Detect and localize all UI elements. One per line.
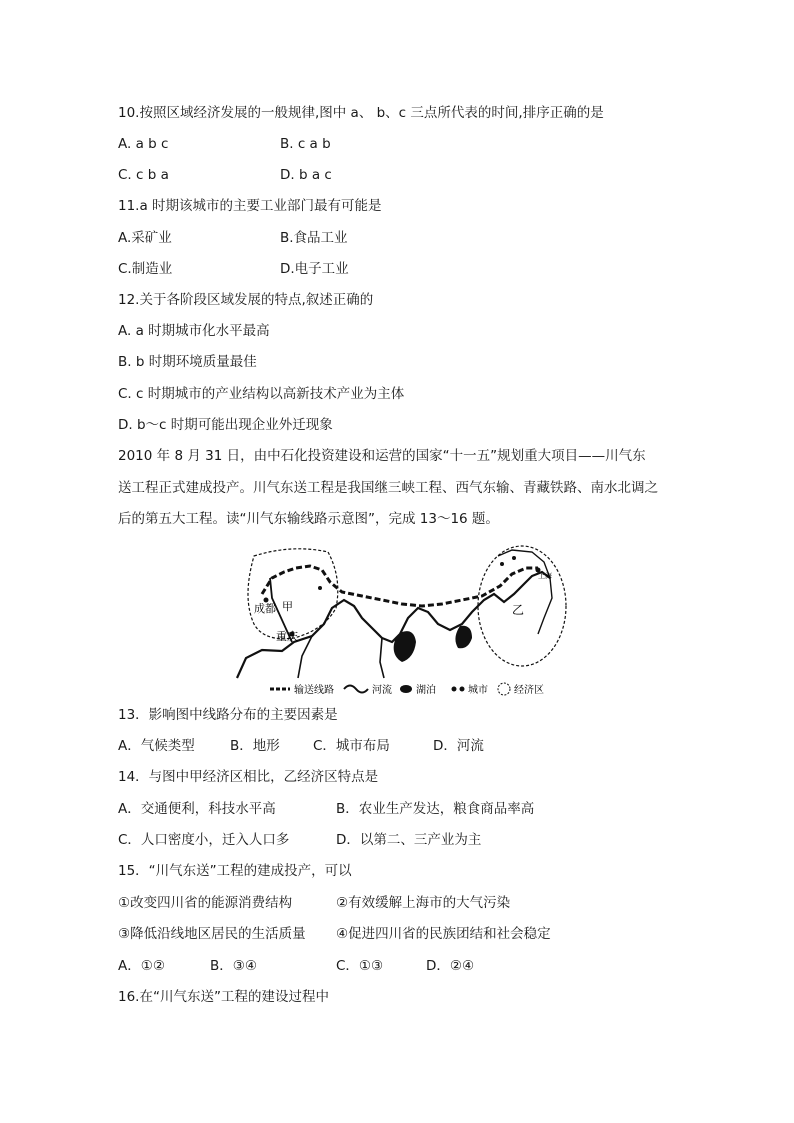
pipeline-route-map xyxy=(232,538,567,700)
q14-option-c: C．人口密度小，迁入人口多 xyxy=(118,832,290,848)
legend-lake: 湖泊 xyxy=(416,685,436,696)
q11-option-c: C.制造业 xyxy=(118,261,173,277)
q13-stem: 13．影响图中线路分布的主要因素是 xyxy=(118,707,338,723)
label-shanghai: 上海 xyxy=(538,572,552,580)
q11-option-b: B.食品工业 xyxy=(280,230,348,246)
q10-option-b: B. c a b xyxy=(280,136,331,152)
legend-econ-zone-swatch xyxy=(498,683,510,695)
q15-statement-3: ③降低沿线地区居民的生活质量 xyxy=(118,926,306,942)
q10-stem: 10.按照区域经济发展的一般规律,图中 a、 b、c 三点所代表的时间,排序正确的是 xyxy=(118,105,604,121)
map-figure xyxy=(232,538,567,700)
q10-option-a: A. a b c xyxy=(118,136,169,152)
q11-option-d: D.电子工业 xyxy=(280,261,349,277)
legend-river: 河流 xyxy=(372,685,392,696)
q15-statement-4: ④促进四川省的民族团结和社会稳定 xyxy=(336,926,551,942)
q11-option-a: A.采矿业 xyxy=(118,230,172,246)
q15-stem: 15．“川气东送”工程的建成投产，可以 xyxy=(118,863,352,879)
q10-option-c: C. c b a xyxy=(118,167,169,183)
map-legend xyxy=(270,683,544,696)
q15-option-b: B．③④ xyxy=(210,958,257,974)
q14-option-b: B．农业生产发达，粮食商品率高 xyxy=(336,801,535,817)
legend-econ-zone: 经济区 xyxy=(514,685,544,696)
q15-option-d: D．②④ xyxy=(426,958,475,974)
legend-lake-swatch xyxy=(400,685,412,693)
q13-option-d: D．河流 xyxy=(433,738,484,754)
label-yi: 乙 xyxy=(512,603,525,617)
q12-stem: 12.关于各阶段区域发展的特点,叙述正确的 xyxy=(118,292,374,308)
label-chongqing: 重庆 xyxy=(276,630,298,643)
city-dot xyxy=(318,586,322,590)
legend-pipeline: 输送线路 xyxy=(294,685,334,696)
legend-river-swatch xyxy=(344,686,368,693)
q15-option-a: A．①② xyxy=(118,958,165,974)
q12-option-a: A. a 时期城市化水平最高 xyxy=(118,323,270,339)
q14-option-a: A．交通便利，科技水平高 xyxy=(118,801,276,817)
q13-option-a: A．气候类型 xyxy=(118,738,195,754)
econ-zone-jia xyxy=(248,549,338,639)
q13-option-c: C．城市布局 xyxy=(313,738,390,754)
river-branch-3 xyxy=(380,638,384,678)
q13-option-b: B．地形 xyxy=(230,738,280,754)
q15-statement-2: ②有效缓解上海市的大气污染 xyxy=(336,895,511,911)
passage-line-3: 后的第五大工程。读“川气东输线路示意图”，完成 13～16 题。 xyxy=(118,511,499,527)
q10-option-d: D. b a c xyxy=(280,167,332,183)
q15-option-c: C．①③ xyxy=(336,958,384,974)
lake-2 xyxy=(455,626,472,649)
city-dot xyxy=(500,562,504,566)
label-jia: 甲 xyxy=(282,600,293,613)
q12-option-c: C. c 时期城市的产业结构以高新技术产业为主体 xyxy=(118,386,405,402)
legend-city-swatch xyxy=(452,687,457,692)
coastline xyxy=(498,550,552,634)
legend-city-swatch xyxy=(460,687,465,692)
pipeline-route xyxy=(262,566,538,606)
q16-stem: 16.在“川气东送”工程的建设过程中 xyxy=(118,989,329,1005)
legend-city: 城市 xyxy=(468,685,488,696)
q12-option-d: D. b～c 时期可能出现企业外迁现象 xyxy=(118,417,333,433)
q12-option-b: B. b 时期环境质量最佳 xyxy=(118,354,257,370)
city-dot xyxy=(512,556,516,560)
q14-option-d: D．以第二、三产业为主 xyxy=(336,832,482,848)
q11-stem: 11.a 时期该城市的主要工业部门最有可能是 xyxy=(118,198,382,214)
river-branch-2 xyxy=(298,636,312,678)
passage-line-2: 送工程正式建成投产。川气东送工程是我国继三峡工程、西气东输、青藏铁路、南水北调之 xyxy=(118,480,658,496)
q14-stem: 14．与图中甲经济区相比，乙经济区特点是 xyxy=(118,769,379,785)
q15-statement-1: ①改变四川省的能源消费结构 xyxy=(118,895,293,911)
label-chengdu: 成都 xyxy=(254,602,276,615)
passage-line-1: 2010 年 8 月 31 日，由中石化投资建设和运营的国家“十一五”规划重大项目——川气东 xyxy=(118,448,646,464)
